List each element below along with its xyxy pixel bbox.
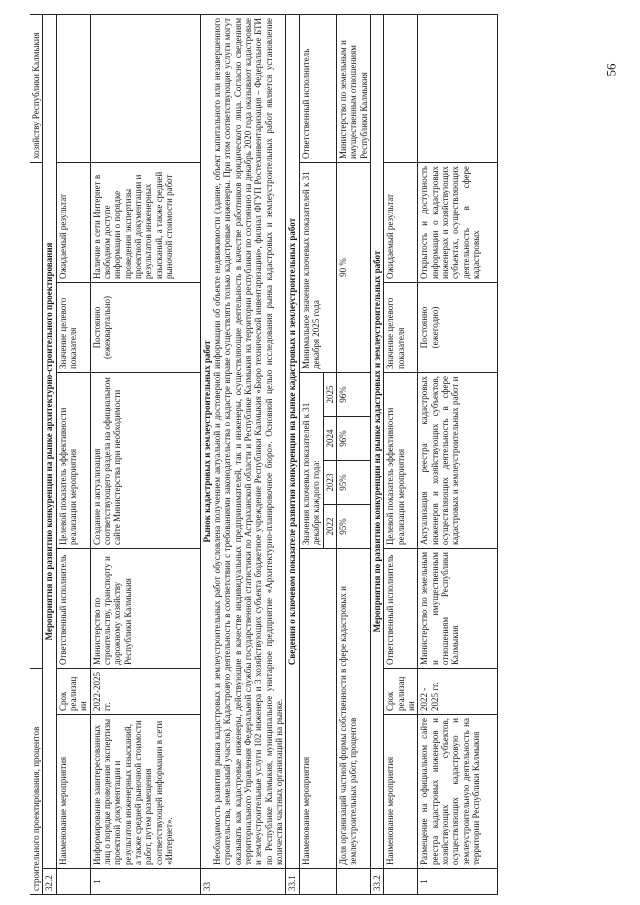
cell-value-2023: 95% (336, 460, 370, 504)
col-header: Целевой показатель эффективности реализации мероприятия (56, 372, 90, 548)
main-table (30, 14, 498, 895)
cell-executor: Министерство по земельным и имущественным отношениям Республики Калмыкия (418, 548, 498, 668)
col-header: Наименование мероприятия (384, 715, 418, 869)
section-33-2-header-row (384, 14, 418, 894)
section-33-1-data-row (336, 14, 370, 894)
cell-measure: Размещение на официальном сайте реестра кадастровых инженеров и хозяйствующих субъектов, осуществляющих кадастровую и землеустроительную деятельность на территории Республики Калмыкия (418, 715, 498, 869)
col-header: Срок реализации (56, 668, 90, 714)
year-header: 2023 (323, 460, 336, 504)
cell-indicator-value: Постоянно (ежеквартально) (90, 282, 200, 372)
section-number: 33.2 (370, 869, 383, 895)
cell-executor: Министерство по строительству, транспорту и дорожному хозяйству Республики Калмыкия (90, 548, 200, 668)
section-number: 33 (200, 869, 286, 895)
section-number: 33.1 (286, 869, 299, 895)
col-header: Целевой показатель эффективности реализации мероприятия (384, 372, 418, 548)
col-header: Ожидаемый результат (384, 162, 418, 282)
year-header: 2024 (323, 416, 336, 460)
col-header: Ответственный исполнитель (299, 14, 336, 162)
cell-period: 2022-2025 гг. (90, 668, 200, 714)
col-header: Минимальное значение ключевых показателей к 31 декабря 2025 года (299, 162, 336, 372)
rotated-page (30, 15, 610, 895)
row-number: 1 (90, 869, 200, 895)
cell-value-2025: 96% (336, 372, 370, 416)
section-number: 32.2 (43, 869, 56, 895)
col-header: Значение целевого показателя (384, 282, 418, 372)
col-header: Ответственный исполнитель (56, 548, 90, 668)
cell-expected-result: Наличие в сети Интернет в свободном доступе информации о порядке проведения экспертизы проектной документации и результатов инженерных изысканий, а также средней рыночной стоимости работ (90, 162, 200, 282)
section-33-2-title-row (370, 14, 383, 894)
cell-indicator-name: Доля организаций частной формы собственности в сфере кадастровых и землеустроительных работ, процентов (336, 548, 370, 868)
col-header: Ответственный исполнитель (384, 548, 418, 668)
section-33-2-data-row (418, 14, 498, 894)
cell-indicator: Создание и актуализация соответствующего раздела на официальном сайте Министерства при необходимости (90, 372, 200, 548)
col-header: Срок реализации (384, 668, 418, 714)
section-32-2-header-row (56, 14, 90, 894)
section-32-2-title-row (43, 14, 56, 894)
cell-period: 2022 - 2025 гг. (418, 668, 498, 714)
cell-indicator: Актуализация реестра кадастровых инженеров и хозяйствующих субъектов, осуществляющих деятельность в сфере кадастровых и землеустроительных работ и (418, 372, 498, 548)
section-title: Рынок кадастровых и землеустроительных работ (201, 340, 212, 543)
col-header: Наименование мероприятия (56, 715, 90, 869)
cell-executor: Министерство по земельным и имущественным отношениям Республики Калмыкия (336, 14, 370, 162)
page-number: 56 (603, 63, 619, 77)
cell-value-2024: 96% (336, 416, 370, 460)
section-32-2-data-row (90, 14, 200, 894)
section-title: Мероприятия по развитию конкуренции на рынке архитектурно-строительного проектирования (43, 14, 56, 868)
year-header: 2022 (323, 504, 336, 548)
section-title: Мероприятия по развитию конкуренции на рынке кадастровых и землеустроительных работ (370, 14, 383, 868)
continuation-row (30, 14, 43, 894)
cell-expected-result: Открытость и доступность информации о кадастровых инженерах и хозяйствующих субъектах, осуществляющих деятельность в сфере кадастровых (418, 162, 498, 282)
section-33-row (200, 14, 286, 894)
cell-value-2022: 95% (336, 504, 370, 548)
col-header: Значение целевого показателя (56, 282, 90, 372)
continued-text-right: хозяйству Республики Калмыкия (30, 14, 43, 162)
section-title: Сведения о ключевом показателе развития конкуренции на рынке кадастровых и землеустроительных работ (286, 14, 299, 868)
section-text: Необходимость развития рынка кадастровых и землеустроительных работ обусловлена получением актуальной и достоверной информации об объекте недвижимости (здание, объект капитального или незавершенного строительства, земельный участок). Кадастровую деятельность в соответствии с требованиями законодательства о кадастре вправе осуществлять только кадастровые инженеры. При этом соответствующие услуги могут оказывать как кадастровые инженеры, действующие в качестве индивидуальных предпринимателей, так и инженеры, осуществляющие деятельность в качестве работников юридического лица. Согласно сведениям территориального Управления Федеральной службы государственной статистики по Астраханской области и Республике Калмыкия на территории республики по состоянию на декабрь 2020 года оказывают кадастровые и землеустроительные услуги 102 инженера и 3 хозяйствующих субъекта бюджетное учреждение Республики Калмыкия «Бюро технической инвентаризации», филиал ФГУП Ростехинвентаризация – Федеральное БТИ по Республике Калмыкия, муниципальное унитарное предприятие «Архитектурно-планировочное бюро». Основной целью исследования рынка кадастровых и землеустроительных работ является установление количества частных организаций на рынке. (212, 17, 285, 865)
col-header: Наименование мероприятия (299, 548, 336, 868)
cell-measure: Информирование заинтересованных лиц о порядке проведения экспертизы проектной документации и результатов инженерных изысканий, а также средней рыночной стоимости работ, путем размещения соответствующей информации в сети «Интернет». (90, 715, 200, 869)
year-header: 2025 (323, 372, 336, 416)
cell-indicator-value: Постоянно (ежегодно) (418, 282, 498, 372)
continued-text-left: строительного проектирования, процентов (30, 668, 43, 894)
section-33-1-title-row (286, 14, 299, 894)
cell-min-value: 90 % (336, 162, 370, 372)
row-number: 1 (418, 869, 498, 895)
col-header: Значения ключевых показателей к 31 декабря каждого года: (299, 372, 323, 548)
col-header: Ожидаемый результат (56, 162, 90, 282)
section-33-1-header-row (299, 14, 323, 894)
